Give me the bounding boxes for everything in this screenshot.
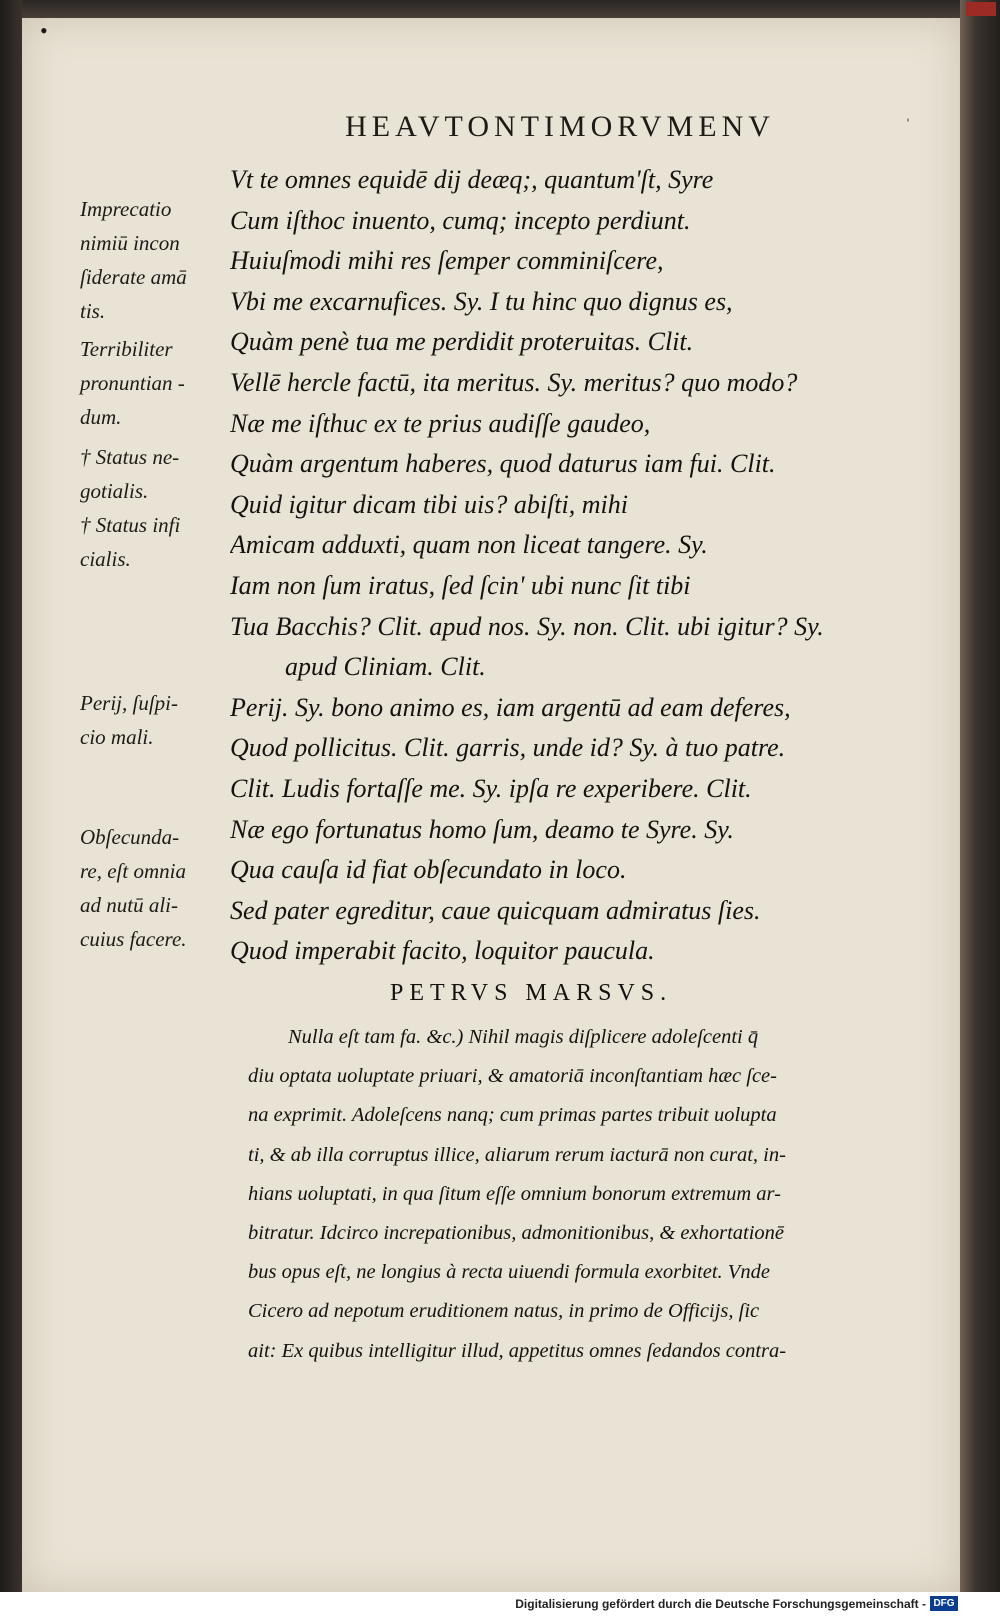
marginal-line: cialis. xyxy=(80,547,131,571)
commentary-line: ti, & ab illa corruptus illice, aliarum rerum iacturā non curat, in- xyxy=(248,1143,786,1166)
verse-line: Vbi me excarnufices. Sy. I tu hinc quo dignus es, xyxy=(230,286,733,316)
marginal-line: ad nutū ali- xyxy=(80,893,178,917)
corner-color-mark xyxy=(966,2,996,16)
verse-line: Tua Bacchis? Clit. apud nos. Sy. non. Clit. ubi igitur? Sy. xyxy=(230,611,824,641)
verse-line: Clit. Ludis fortaſſe me. Sy. ipſa re experibere. Clit. xyxy=(230,773,752,803)
verse-line: Quàm penè tua me perdidit proteruitas. Clit. xyxy=(230,327,694,357)
verse-line: Quod imperabit facito, loquitor paucula. xyxy=(230,936,655,966)
verse-line: Cum iſthoc inuento, cumq; incepto perdiunt. xyxy=(230,205,691,235)
marginal-line: † Status infi xyxy=(80,513,181,537)
marginal-note-3 xyxy=(80,440,240,508)
footer-credit: Digitalisierung gefördert durch die Deutsche Forschungsgemeinschaft - xyxy=(515,1597,926,1611)
commentary-title: PETRVS MARSVS. xyxy=(390,980,673,1006)
verse-line: Qua cauſa id fiat obſecundato in loco. xyxy=(230,855,627,885)
marginal-line: re, eſt omnia xyxy=(80,859,186,883)
marginal-line: pronuntian - xyxy=(80,371,185,395)
marginal-note-6 xyxy=(80,820,240,956)
marginal-note-5 xyxy=(80,686,240,754)
commentary-line: bitratur. Idcirco increpationibus, admonitionibus, & exhortationē xyxy=(248,1221,785,1244)
verse-line: Quod pollicitus. Clit. garris, unde id? Sy. à tuo patre. xyxy=(230,733,786,763)
verse-line: Quid igitur dicam tibi uis? abiſti, mihi xyxy=(230,489,628,519)
commentary-line: hians uoluptati, in qua ſitum eſſe omnium bonorum extremum ar- xyxy=(248,1182,781,1205)
marginal-note-4 xyxy=(80,508,240,576)
commentary-line: bus opus eſt, ne longius à recta uiuendi formula exorbitet. Vnde xyxy=(248,1261,770,1284)
marginal-line: dum. xyxy=(80,405,122,429)
marginal-line: ſiderate amā xyxy=(80,265,187,289)
commentary-line: Nulla eſt tam fa. &c.) Nihil magis diſplicere adoleſcenti q̄ xyxy=(288,1026,759,1048)
verse-line: Huiuſmodi mihi res ſemper comminiſcere, xyxy=(230,246,664,276)
marginal-note-2 xyxy=(80,332,240,434)
scan-edge-left xyxy=(0,0,22,1592)
marginal-line: tis. xyxy=(80,299,106,323)
marginal-note-1 xyxy=(80,192,240,328)
marginal-line: Obſecunda- xyxy=(80,825,180,849)
marginal-line: Terribiliter xyxy=(80,337,173,361)
commentary-text xyxy=(248,1018,908,1371)
marginal-line: † Status ne- xyxy=(80,445,180,469)
verse-line: Amicam adduxti, quam non liceat tangere. Sy. xyxy=(230,530,708,560)
commentary-line: ait: Ex quibus intelligitur illud, appetitus omnes ſedandos contra- xyxy=(248,1339,787,1362)
verse-line: apud Cliniam. Clit. xyxy=(285,652,486,682)
verse-line: Perij. Sy. bono animo es, iam argentū ad eam deferes, xyxy=(230,692,791,722)
marginal-line: Imprecatio xyxy=(80,197,172,221)
verse-line: Iam non ſum iratus, ſed ſcin' ubi nunc ſit tibi xyxy=(230,570,691,600)
verse-line: Næ ego fortunatus homo ſum, deamo te Syre. Sy. xyxy=(230,814,734,844)
marginal-line: Perij, ſuſpi- xyxy=(80,691,178,715)
commentary-line: Cicero ad nepotum eruditionem natus, in primo de Officijs, ſic xyxy=(248,1300,760,1323)
verse-line: Quàm argentum haberes, quod daturus iam fui. Clit. xyxy=(230,449,776,479)
verse-text xyxy=(230,160,920,972)
marginal-line: cuius facere. xyxy=(80,927,187,951)
scan-edge-top xyxy=(0,0,1000,20)
verse-line: Vellē hercle factū, ita meritus. Sy. meritus? quo modo? xyxy=(230,367,798,397)
folio-tick: ˈ xyxy=(905,115,911,135)
marginal-line: cio mali. xyxy=(80,725,154,749)
commentary-line: diu optata uoluptate priuari, & amatoriā inconſtantiam hæc ſce- xyxy=(248,1065,777,1088)
running-head: HEAVTONTIMORVMENV xyxy=(345,110,775,143)
verse-line: Sed pater egreditur, caue quicquam admiratus ſies. xyxy=(230,895,761,925)
commentary-line: na exprimit. Adoleſcens nanq; cum primas partes tribuit uolupta xyxy=(248,1104,777,1127)
scan-edge-right xyxy=(960,0,1000,1592)
marginal-line: nimiū incon xyxy=(80,231,180,255)
verse-line: Vt te omnes equidē dij deæq;, quantum'ſt, Syre xyxy=(230,165,714,194)
marginal-line: gotialis. xyxy=(80,479,149,503)
page-dot-mark: • xyxy=(40,18,48,43)
verse-line: Næ me iſthuc ex te prius audiſſe gaudeo, xyxy=(230,408,651,438)
dfg-logo: DFG xyxy=(930,1596,958,1611)
